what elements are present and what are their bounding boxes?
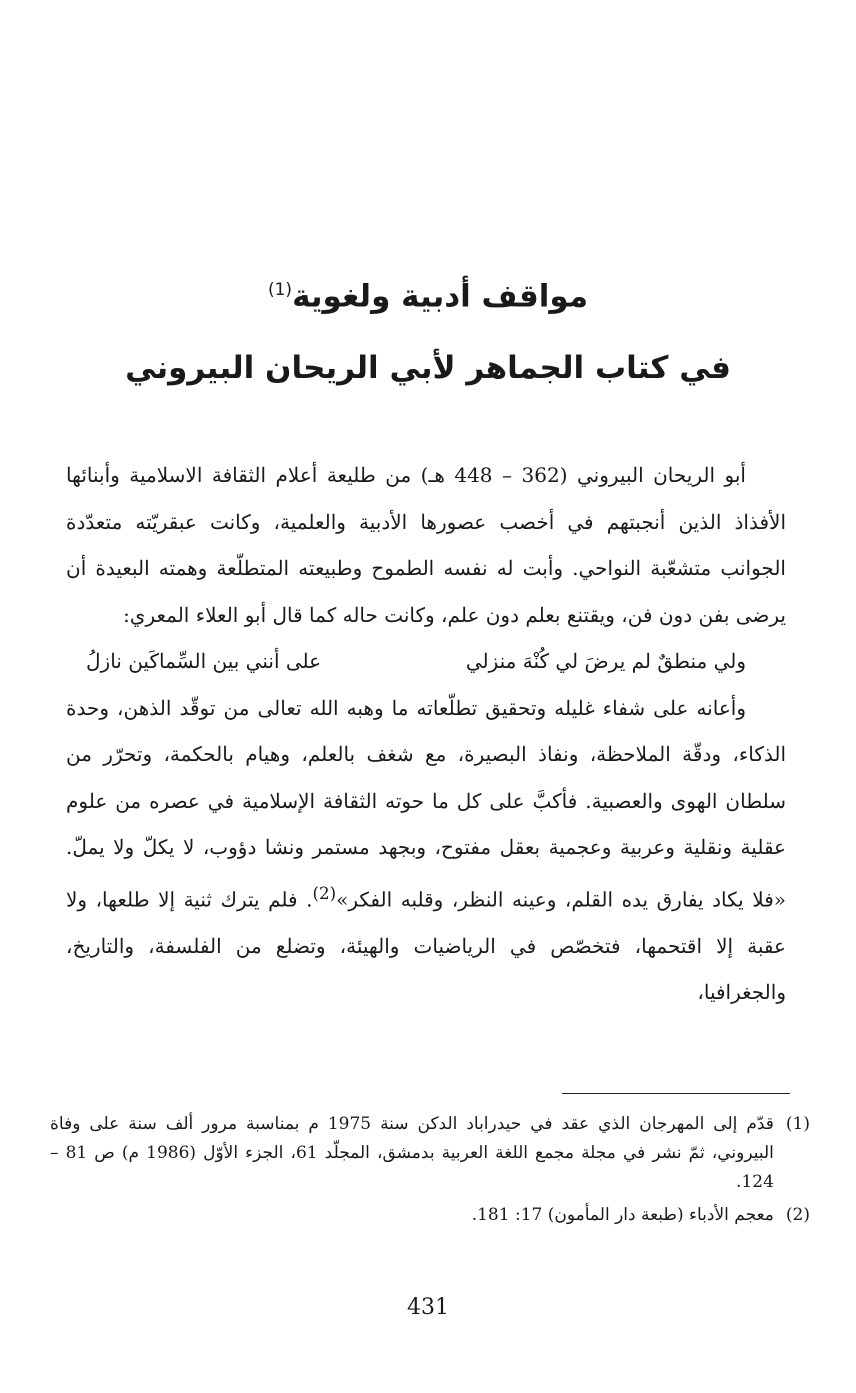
title-footnote-marker: (1) (267, 280, 293, 300)
footnote-text: قدّم إلى المهرجان الذي عقد في حيدراباد الدكن سنة 1975 م بمناسبة مرور ألف سنة على وفاة البيروني، ثمّ نشر في مجلة مجمع اللغة العربية بدمشق، المجلّد 61، الجزء الأوّل (1986 م) ص 81 – 124. (50, 1114, 774, 1192)
paragraph-intro: أبو الريحان البيروني (362 – 448 هـ) من طليعة أعلام الثقافة الاسلامية وأبنائها الأفذاذ الذين أنجبتهم في أخصب عصورها الأدبية والعلمية، وكانت عبقريّته متعدّدة الجوانب متشعّبة النواحي. وأبت له نفسه الطموح وطبيعته المتطلّعة وهمته البعيدة أن يرضى بفن دون فن، ويقتنع بعلم دون علم، وكانت حاله كما قال أبو العلاء المعري: (66, 463, 786, 627)
footnote-2 (50, 1201, 810, 1230)
chapter-title-text: مواقف أدبية ولغوية (292, 278, 589, 315)
body-footnote-marker: (2) (312, 883, 337, 903)
footnote-number: (2) (785, 1205, 810, 1225)
chapter-title (60, 270, 796, 316)
footnote-divider (562, 1093, 790, 1094)
poetry-verse (66, 638, 786, 685)
chapter-subtitle: في كتاب الجماهر لأبي الريحان البيروني (125, 350, 731, 387)
footnote-1 (50, 1110, 810, 1197)
paragraph-abilities (66, 685, 786, 1016)
footnote-text: معجم الأدباء (طبعة دار المأمون) 17: 181. (471, 1205, 774, 1225)
chapter-title-block (60, 270, 796, 388)
verse-second-hemistich: على أنني بين السِّماكَين نازلُ (86, 649, 322, 673)
page-number: 431 (407, 1295, 449, 1320)
paragraph-abilities-rest: . فلم يترك ثنية إلا طلعها، ولا عقبة إلا اقتحمها، فتخصّص في الرياضيات والهيئة، وتضلع من الفلسفة، والتاريخ، والجغرافيا، (66, 887, 786, 1005)
paragraph-abilities-text: وأعانه على شفاء غليله وتحقيق تطلّعاته ما وهبه الله تعالى من توقّد الذهن، وحدة الذكاء، ودقّة الملاحظة، ونفاذ البصيرة، مع شغف بالعلم، وهيام بالحكمة، وتحرّر من سلطان الهوى والعصبية. فأكبَّ على كل ما حوته الثقافة الإسلامية في عصره من علوم عقلية ونقلية وعربية وعجمية بعقل مفتوح، وبجهد مستمر ونشا دؤوب، لا يكلّ ولا يملّ. «فلا يكاد يفارق يده القلم، وعينه النظر، وقلبه الفكر» (66, 695, 786, 912)
footnote-number: (1) (785, 1114, 810, 1134)
body-text (66, 452, 786, 1016)
footnotes (50, 1110, 810, 1234)
verse-first-hemistich: ولي منطقٌ لم يرضَ لي كُنْهَ منزلي (465, 649, 746, 673)
